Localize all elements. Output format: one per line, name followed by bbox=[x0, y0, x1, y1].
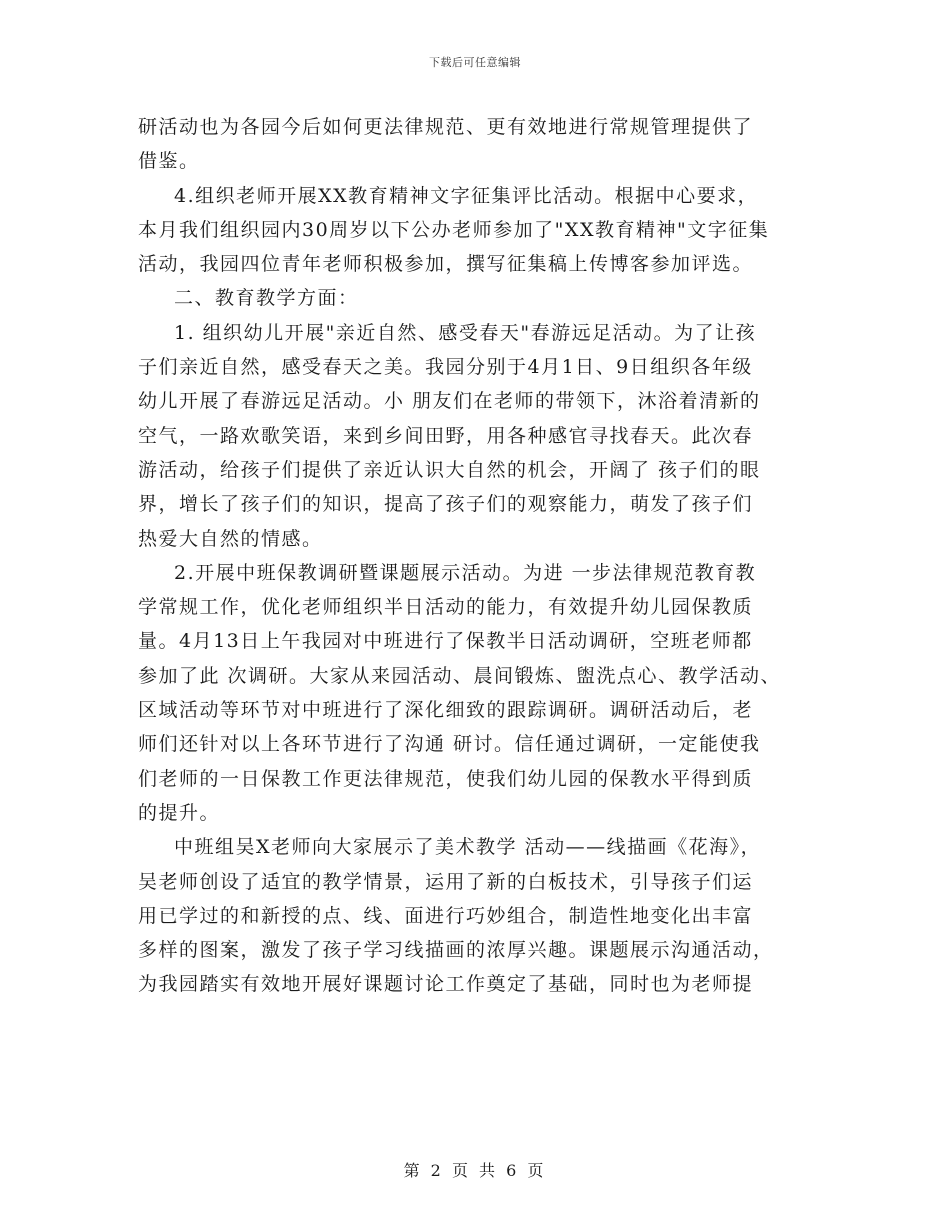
text-line: 幼儿开展了春游远足活动。小 朋友们在老师的带领下，沐浴着清新的 bbox=[138, 390, 761, 413]
text-line: 用已学过的和新授的点、线、面进行巧妙组合，制造性地变化出丰富 bbox=[138, 904, 754, 927]
text-line: 们老师的一日保教工作更法律规范，使我们幼儿园的保教水平得到质 bbox=[138, 767, 754, 790]
text-line: 热爱大自然的情感。 bbox=[138, 527, 323, 550]
body-text bbox=[138, 110, 808, 1002]
text-line: 4.组织老师开展XX教育精神文字征集评比活动。根据中心要求， bbox=[174, 184, 759, 207]
text-line: 多样的图案，激发了孩子学习线描画的浓厚兴趣。课题展示沟通活动， bbox=[138, 939, 774, 962]
text-line: 参加了此 次调研。大家从来园活动、晨间锻炼、盥洗点心、教学活动、 bbox=[138, 664, 782, 687]
page-number: 第 2 页 共 6 页 bbox=[403, 1161, 547, 1180]
text-line: 界，增长了孩子们的知识，提高了孩子们的观察能力，萌发了孩子们 bbox=[138, 493, 754, 516]
text-line: 区域活动等环节对中班进行了深化细致的跟踪调研。调研活动后，老 bbox=[138, 699, 754, 722]
text-line: 的提升。 bbox=[138, 801, 221, 824]
text-line: 学常规工作，优化老师组织半日活动的能力，有效提升幼儿园保教质 bbox=[138, 596, 754, 619]
text-line: 量。4月13日上午我园对中班进行了保教半日活动调研，空班老师都 bbox=[138, 630, 753, 653]
text-line: 本月我们组织园内30周岁以下公办老师参加了"XX教育精神"文字征集 bbox=[138, 218, 770, 241]
text-line: 游活动，给孩子们提供了亲近认识大自然的机会，开阔了 孩子们的眼 bbox=[138, 458, 761, 481]
text-line: 为我园踏实有效地开展好课题讨论工作奠定了基础，同时也为老师提 bbox=[138, 973, 754, 996]
text-line: 师们还针对以上各环节进行了沟通 研讨。信任通过调研，一定能使我 bbox=[138, 733, 761, 756]
page-header: 下载后可任意编辑 bbox=[429, 56, 521, 69]
text-line: 空气，一路欢歌笑语，来到乡间田野，用各种感官寻找春天。此次春 bbox=[138, 424, 754, 447]
text-line: 中班组吴X老师向大家展示了美术教学 活动——线描画《花海》， bbox=[174, 836, 762, 859]
text-line: 研活动也为各园今后如何更法律规范、更有效地进行常规管理提供了 bbox=[138, 116, 754, 138]
section-heading: 二、教育教学方面： bbox=[174, 287, 359, 310]
text-line: 吴老师创设了适宜的教学情景，运用了新的白板技术，引导孩子们运 bbox=[138, 870, 754, 893]
text-line: 活动，我园四位青年老师积极参加，撰写征集稿上传博客参加评选。 bbox=[138, 253, 754, 276]
text-line: 1. 组织幼儿开展"亲近自然、感受春天"春游远足活动。为了让孩 bbox=[174, 321, 757, 344]
text-line: 2.开展中班保教调研暨课题展示活动。为进 一步法律规范教育教 bbox=[174, 561, 757, 584]
text-line: 借鉴。 bbox=[138, 150, 200, 173]
text-line: 子们亲近自然，感受春天之美。我园分别于4月1日、9日组织各年级 bbox=[138, 356, 753, 379]
